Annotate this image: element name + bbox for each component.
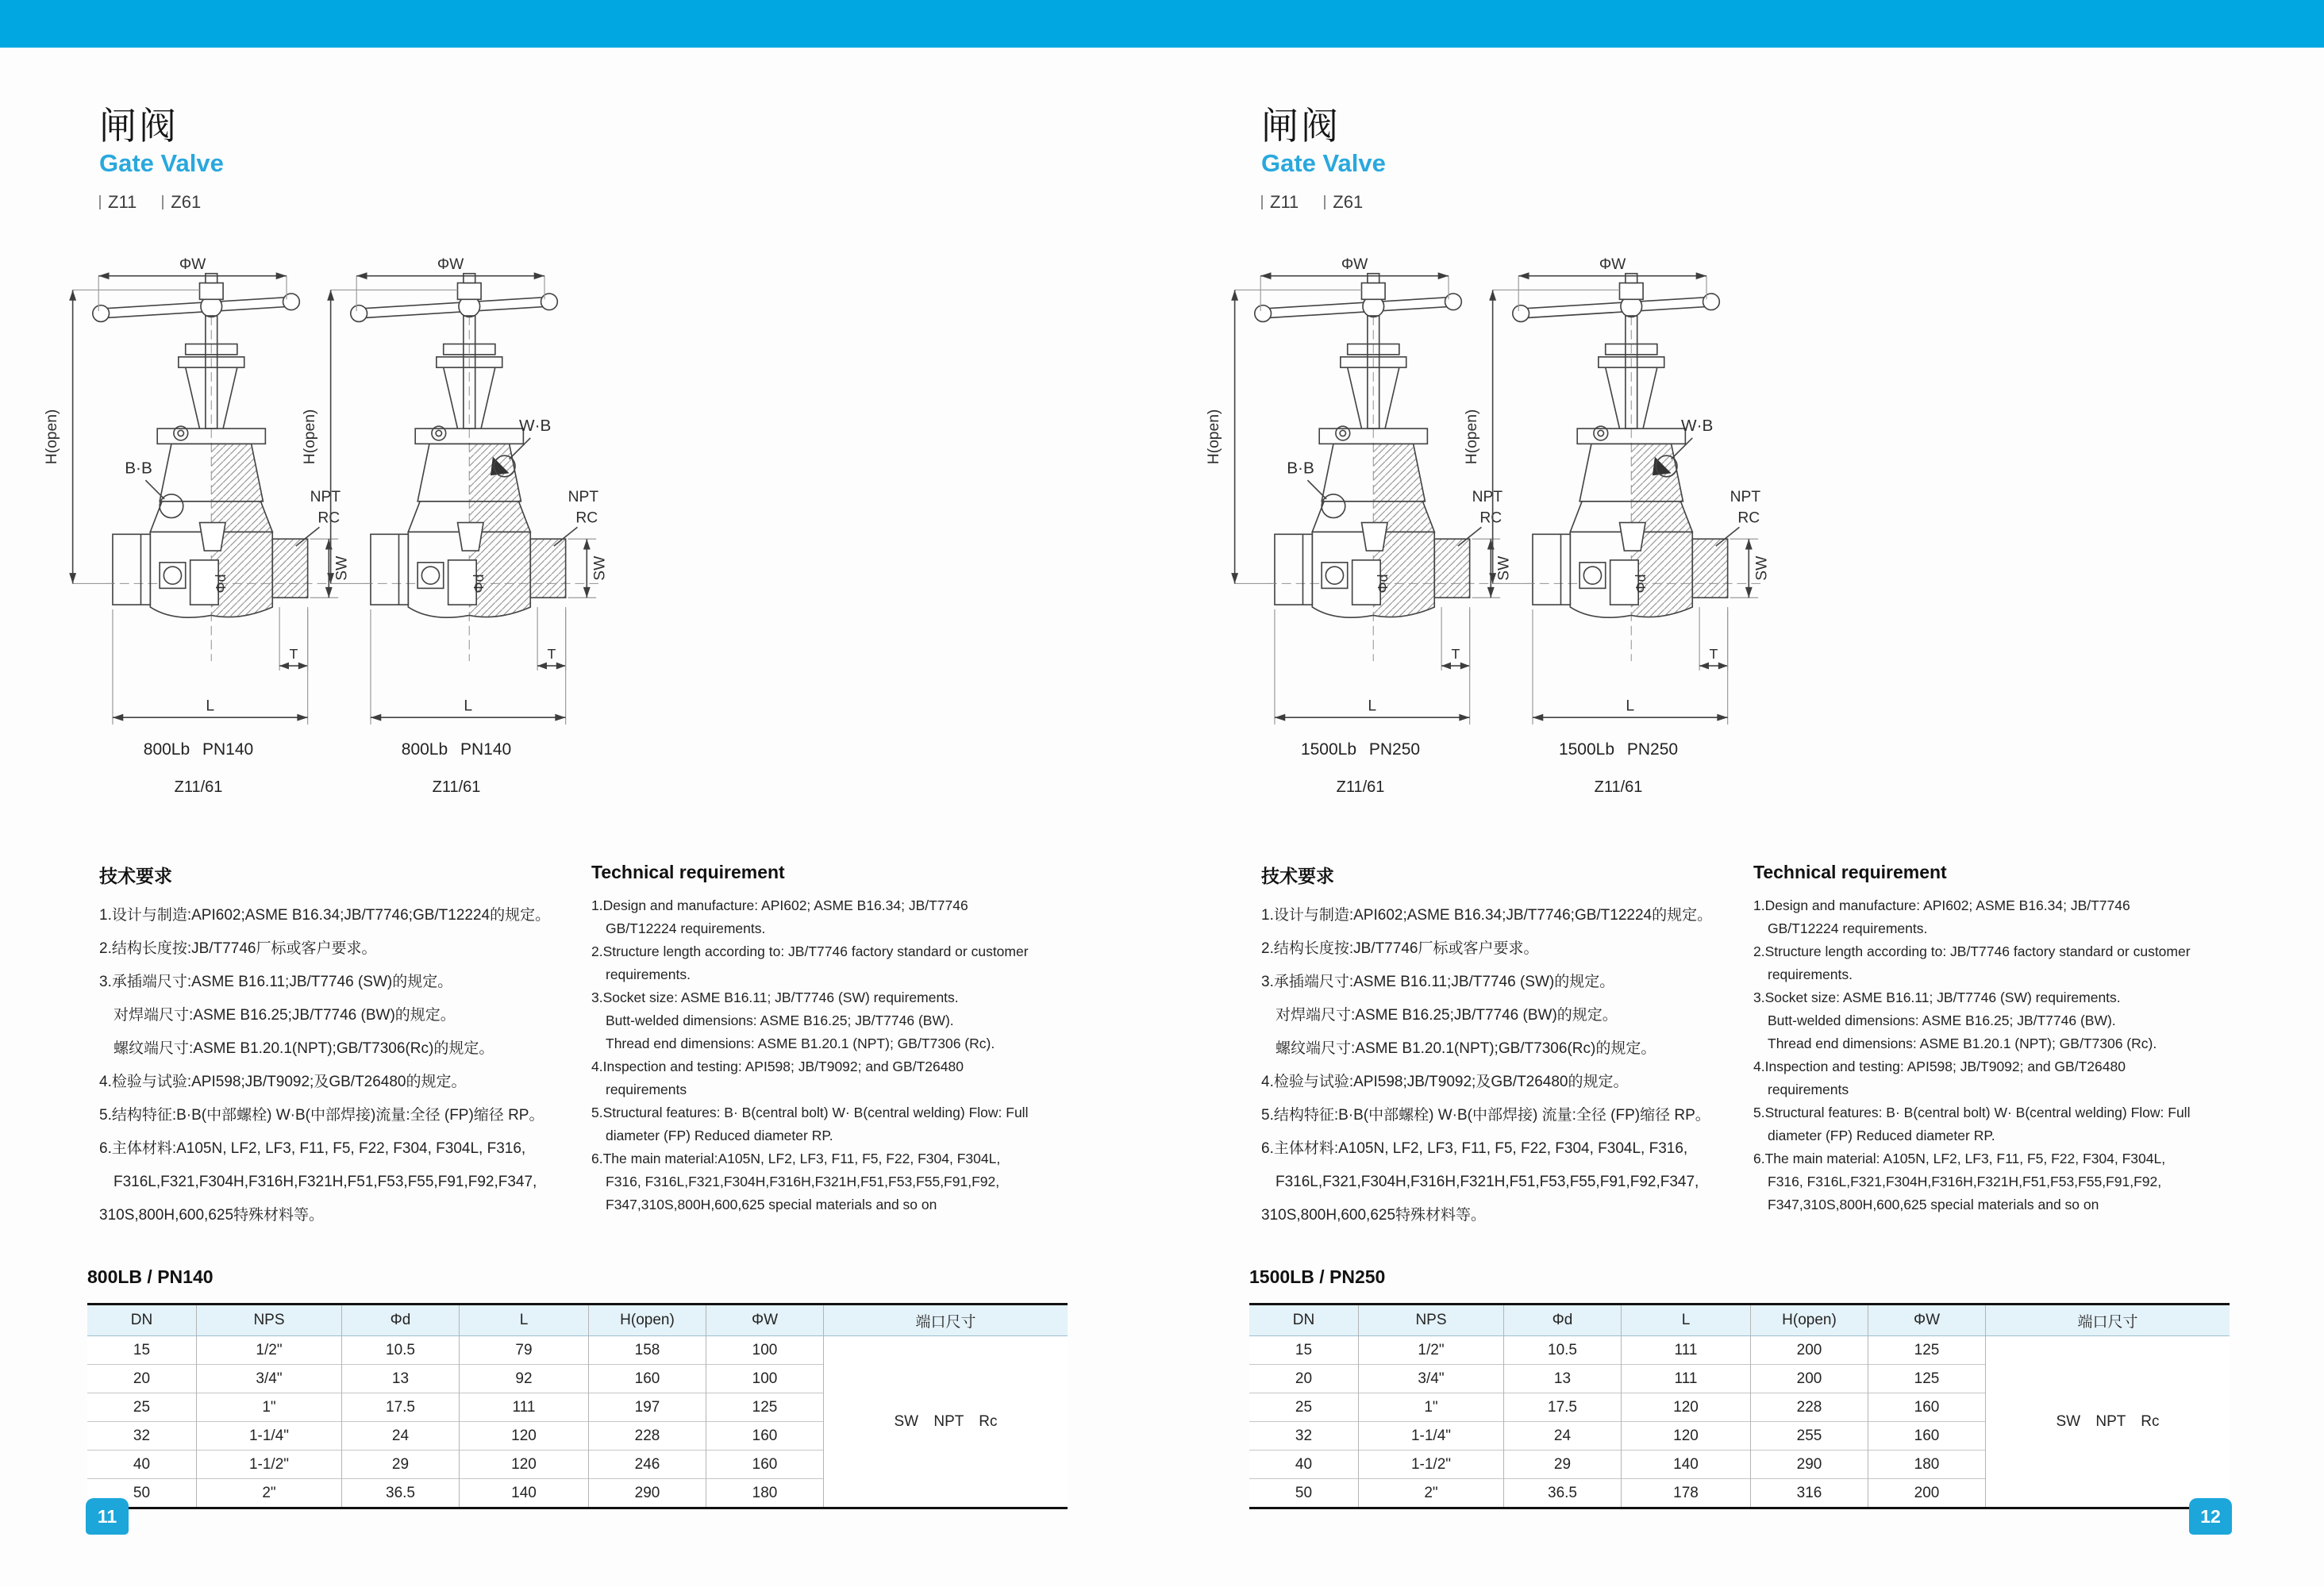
dimension-label: RC (317, 509, 341, 527)
table-cell: 29 (342, 1451, 460, 1479)
tech-line: 2.Structure length according to: JB/T7746 factory standard or customer (591, 943, 1029, 959)
table-cell: 3/4" (1359, 1365, 1504, 1393)
dimension-label: W·B (1681, 417, 1714, 436)
valve-section-drawing (298, 257, 615, 729)
table-cell: 246 (589, 1451, 706, 1479)
table-cell: 111 (1622, 1336, 1751, 1365)
tech-requirements-en (1753, 862, 2234, 1216)
table-cell: 180 (1868, 1451, 1986, 1479)
table-cell: 140 (460, 1479, 589, 1508)
table-cell: 290 (1751, 1451, 1868, 1479)
table-cell: 1-1/2" (197, 1451, 342, 1479)
tech-line: F316, F316L,F321,F304H,F316H,F321H,F51,F53,F55,F91,F92, (606, 1174, 1000, 1189)
tech-line: F316L,F321,F304H,F316H,F321H,F51,F53,F55,F91,F92,F347, (1276, 1174, 1699, 1190)
table-cell: 1-1/2" (1359, 1451, 1504, 1479)
tech-line: 对焊端尺寸:ASME B16.25;JB/T7746 (BW)的规定。 (1276, 1007, 1618, 1024)
table-cell: 158 (589, 1336, 706, 1365)
table-header-cell: Φd (342, 1305, 460, 1336)
tech-line: 3.Socket size: ASME B16.11; JB/T7746 (SW) requirements. (1753, 989, 2121, 1005)
table-cell: 1" (197, 1393, 342, 1422)
table-cell: 120 (460, 1422, 589, 1451)
tech-line: Thread end dimensions: ASME B1.20.1 (NPT); GB/T7306 (Rc). (1768, 1036, 2157, 1051)
table-cell: 1/2" (197, 1336, 342, 1365)
table-cell: 79 (460, 1336, 589, 1365)
table-cell: 316 (1751, 1479, 1868, 1508)
tech-line: 5.结构特征:B·B(中部螺栓) W·B(中部焊接)流量:全径 (FP)缩径 RP。 (99, 1107, 544, 1124)
tech-line: requirements. (1768, 966, 1853, 982)
table-cell: 160 (1868, 1393, 1986, 1422)
gate-valve-wb-diagram (1460, 257, 1777, 729)
table-cell: 120 (460, 1451, 589, 1479)
tech-line: diameter (FP) Reduced diameter RP. (606, 1128, 833, 1143)
tech-line: requirements. (606, 966, 691, 982)
table-header-cell: L (460, 1305, 589, 1336)
table-cell: 125 (706, 1393, 824, 1422)
dimension-label: ΦW (1599, 257, 1626, 273)
tech-line: 5.Structural features: B· B(central bolt) W· B(central welding) Flow: Full (1753, 1105, 2191, 1120)
table-cell: 15 (87, 1336, 197, 1365)
dimension-label: NPT (310, 488, 341, 505)
tech-line: 1.Design and manufacture: API602; ASME B16.34; JB/T7746 (591, 897, 968, 913)
dimension-label: SW (333, 555, 351, 581)
table-cell: 1-1/4" (1359, 1422, 1504, 1451)
dimension-label: B·B (1287, 459, 1314, 478)
table-cell: 160 (1868, 1422, 1986, 1451)
dimension-label: ΦW (1341, 257, 1368, 273)
drawing-pressure-caption: 1500Lb PN250 (1300, 740, 1421, 759)
table-cell: 36.5 (342, 1479, 460, 1508)
page-number-badge: 11 (86, 1498, 129, 1535)
model-separator (1324, 195, 1326, 209)
table-cell: 20 (87, 1365, 197, 1393)
model-code (99, 192, 137, 213)
table-cell: 32 (1249, 1422, 1359, 1451)
tech-line: 1.设计与制造:API602;ASME B16.34;JB/T7746;GB/T12224的规定。 (99, 907, 551, 924)
tech-line: 6.The main material: A105N, LF2, LF3, F11, F5, F22, F304, F304L, (1753, 1151, 2166, 1166)
tech-lines-zh (1261, 899, 1749, 1232)
tech-line: GB/T12224 requirements. (606, 920, 766, 936)
tech-lines-en (591, 894, 1072, 1216)
tech-requirements-zh (99, 862, 587, 1232)
dimension-label: NPT (568, 488, 599, 505)
port-size-cell: SW NPT Rc (1986, 1336, 2230, 1508)
model-code-label: Z11 (1270, 192, 1299, 212)
tech-line: 4.检验与试验:API598;JB/T9092;及GB/T26480的规定。 (99, 1074, 467, 1090)
table-header-cell: ΦW (706, 1305, 824, 1336)
dimension-label: T (1709, 646, 1718, 663)
model-code-label: Z11 (108, 192, 137, 212)
table-cell: 50 (1249, 1479, 1359, 1508)
top-accent-bar (0, 0, 2324, 48)
drawing-model-caption: Z11/61 (174, 778, 223, 796)
catalog-page (1162, 48, 2324, 1587)
tech-line: diameter (FP) Reduced diameter RP. (1768, 1128, 1995, 1143)
tech-line: requirements (606, 1082, 687, 1097)
dimension-label: Φd (1633, 574, 1649, 594)
tech-line: 6.主体材料:A105N, LF2, LF3, F11, F5, F22, F304, F304L, F316, (99, 1140, 526, 1157)
table-cell: 178 (1622, 1479, 1751, 1508)
tech-title-zh: 技术要求 (1261, 866, 1334, 886)
drawing-pressure-caption: 1500Lb PN250 (1558, 740, 1679, 759)
drawing-pressure-caption: 800Lb PN140 (401, 740, 512, 759)
tech-line: 对焊端尺寸:ASME B16.25;JB/T7746 (BW)的规定。 (114, 1007, 456, 1024)
tech-line: 3.承插端尺寸:ASME B16.11;JB/T7746 (SW)的规定。 (99, 974, 453, 990)
tech-line: 5.Structural features: B· B(central bolt) W· B(central welding) Flow: Full (591, 1105, 1029, 1120)
page-title-zh: 闸阀 (99, 105, 179, 147)
valve-drawing-welded-bonnet (1460, 257, 1777, 797)
table-cell: 40 (1249, 1451, 1359, 1479)
tech-line: 1.设计与制造:API602;ASME B16.34;JB/T7746;GB/T12224的规定。 (1261, 907, 1713, 924)
tech-line: 4.检验与试验:API598;JB/T9092;及GB/T26480的规定。 (1261, 1074, 1629, 1090)
drawing-pressure-caption: 800Lb PN140 (143, 740, 254, 759)
tech-line: 310S,800H,600,625特殊材料等。 (1261, 1207, 1487, 1224)
tech-line: GB/T12224 requirements. (1768, 920, 1928, 936)
tech-line: requirements (1768, 1082, 1849, 1097)
table-cell: 15 (1249, 1336, 1359, 1365)
table-cell: 125 (1868, 1336, 1986, 1365)
dimension-label: ΦW (179, 257, 206, 273)
tech-requirements-zh (1261, 862, 1749, 1232)
dimension-label: L (1626, 697, 1635, 715)
model-code (162, 192, 201, 213)
dimension-label: Φd (1375, 574, 1391, 594)
table-cell: 160 (706, 1422, 824, 1451)
table-cell: 25 (87, 1393, 197, 1422)
table-header-cell: Φd (1504, 1305, 1622, 1336)
tech-line: 螺纹端尺寸:ASME B1.20.1(NPT);GB/T7306(Rc)的规定。 (114, 1040, 494, 1057)
table-cell: 160 (706, 1451, 824, 1479)
table-cell: 1-1/4" (197, 1422, 342, 1451)
table-cell: 200 (1751, 1336, 1868, 1365)
tech-line: 3.Socket size: ASME B16.11; JB/T7746 (SW) requirements. (591, 989, 959, 1005)
table-cell: 100 (706, 1336, 824, 1365)
dimension-label: H(open) (1205, 409, 1222, 465)
dimension-label: L (464, 697, 473, 715)
tech-line: Thread end dimensions: ASME B1.20.1 (NPT); GB/T7306 (Rc). (606, 1036, 995, 1051)
table-cell: 36.5 (1504, 1479, 1622, 1508)
dimension-label: RC (575, 509, 598, 527)
table-cell: 1/2" (1359, 1336, 1504, 1365)
drawing-model-caption: Z11/61 (1336, 778, 1385, 796)
table-header-cell: 端口尺寸 (1986, 1305, 2230, 1336)
dimension-label: NPT (1730, 488, 1761, 505)
table-header-cell: ΦW (1868, 1305, 1986, 1336)
gate-valve-wb-diagram (298, 257, 615, 729)
table-cell: 120 (1622, 1422, 1751, 1451)
dimension-label: W·B (519, 417, 552, 436)
port-size-cell: SW NPT Rc (824, 1336, 1068, 1508)
table-header-cell: H(open) (589, 1305, 706, 1336)
table-cell: 111 (460, 1393, 589, 1422)
table-cell: 13 (342, 1365, 460, 1393)
tech-lines-en (1753, 894, 2234, 1216)
table-cell: 10.5 (1504, 1336, 1622, 1365)
dimension-label: RC (1737, 509, 1760, 527)
dimension-label: NPT (1472, 488, 1503, 505)
dimension-label: H(open) (1463, 409, 1480, 465)
dimension-label: Φd (471, 574, 487, 594)
table-cell: 197 (589, 1393, 706, 1422)
table-cell: 160 (589, 1365, 706, 1393)
table-cell: 180 (706, 1479, 824, 1508)
valve-drawing-welded-bonnet (298, 257, 615, 797)
catalog-page (0, 48, 1162, 1587)
page-title-zh: 闸阀 (1261, 105, 1341, 147)
dimension-label: H(open) (301, 409, 318, 465)
table-cell: 3/4" (197, 1365, 342, 1393)
table-cell: 32 (87, 1422, 197, 1451)
table-title: 800LB / PN140 (87, 1266, 214, 1287)
table-header-cell: L (1622, 1305, 1751, 1336)
table-cell: 120 (1622, 1393, 1751, 1422)
tech-line: 4.Inspection and testing: API598; JB/T9092; and GB/T26480 (1753, 1059, 2126, 1074)
table-cell: 40 (87, 1451, 197, 1479)
model-code-label: Z61 (1333, 192, 1364, 212)
model-codes (99, 192, 201, 213)
table-cell: 17.5 (342, 1393, 460, 1422)
tech-line: 2.结构长度按:JB/T7746厂标或客户要求。 (1261, 940, 1539, 957)
tech-title-en: Technical requirement (1753, 862, 1947, 882)
table-row (87, 1336, 1068, 1365)
tech-line: 2.Structure length according to: JB/T7746 factory standard or customer (1753, 943, 2191, 959)
dimension-label: SW (591, 555, 609, 581)
table-cell: 290 (589, 1479, 706, 1508)
table-cell: 200 (1868, 1479, 1986, 1508)
tech-lines-zh (99, 899, 587, 1232)
model-code-label: Z61 (171, 192, 202, 212)
table-title: 1500LB / PN250 (1249, 1266, 1386, 1287)
table-header-row (87, 1305, 1068, 1336)
table-cell: 200 (1751, 1365, 1868, 1393)
table-cell: 13 (1504, 1365, 1622, 1393)
dimension-label: ΦW (437, 257, 464, 273)
model-separator (1261, 195, 1263, 209)
table-cell: 2" (1359, 1479, 1504, 1508)
dimension-table (1249, 1303, 2230, 1509)
tech-line: F347,310S,800H,600,625 special materials and so on (1768, 1197, 2099, 1212)
table-cell: 24 (1504, 1422, 1622, 1451)
tech-line: F347,310S,800H,600,625 special materials and so on (606, 1197, 937, 1212)
dimension-label: T (289, 646, 298, 663)
table-cell: 2" (197, 1479, 342, 1508)
tech-line: F316, F316L,F321,F304H,F316H,F321H,F51,F53,F55,F91,F92, (1768, 1174, 2162, 1189)
table-header-cell: NPS (1359, 1305, 1504, 1336)
table-header-cell: DN (1249, 1305, 1359, 1336)
table-header-cell: 端口尺寸 (824, 1305, 1068, 1336)
dimension-label: B·B (125, 459, 152, 478)
table-row (1249, 1336, 2230, 1365)
dimension-label: SW (1753, 555, 1771, 581)
tech-line: 310S,800H,600,625特殊材料等。 (99, 1207, 325, 1224)
table-cell: 140 (1622, 1451, 1751, 1479)
tech-line: Butt-welded dimensions: ASME B16.25; JB/T7746 (BW). (606, 1013, 954, 1028)
table-cell: 1" (1359, 1393, 1504, 1422)
tech-line: 6.The main material:A105N, LF2, LF3, F11, F5, F22, F304, F304L, (591, 1151, 1001, 1166)
dimension-label: RC (1479, 509, 1503, 527)
valve-section-drawing (1460, 257, 1777, 729)
tech-title-en: Technical requirement (591, 862, 785, 882)
model-code (1324, 192, 1363, 213)
table-header-row (1249, 1305, 2230, 1336)
page-title-en: Gate Valve (1261, 149, 1386, 177)
dimension-label: Φd (213, 574, 229, 594)
tech-line: 3.承插端尺寸:ASME B16.11;JB/T7746 (SW)的规定。 (1261, 974, 1615, 990)
drawing-model-caption: Z11/61 (432, 778, 481, 796)
dimension-label: SW (1495, 555, 1513, 581)
table-header-cell: DN (87, 1305, 197, 1336)
drawing-model-caption: Z11/61 (1594, 778, 1643, 796)
model-separator (162, 195, 164, 209)
model-code (1261, 192, 1299, 213)
table-cell: 50 (87, 1479, 197, 1508)
tech-line: 2.结构长度按:JB/T7746厂标或客户要求。 (99, 940, 377, 957)
table-cell: 29 (1504, 1451, 1622, 1479)
dimension-label: T (1451, 646, 1460, 663)
tech-line: 6.主体材料:A105N, LF2, LF3, F11, F5, F22, F304, F304L, F316, (1261, 1140, 1688, 1157)
table-cell: 25 (1249, 1393, 1359, 1422)
dimension-label: L (206, 697, 215, 715)
table-cell: 125 (1868, 1365, 1986, 1393)
table-header-cell: NPS (197, 1305, 342, 1336)
table-header-cell: H(open) (1751, 1305, 1868, 1336)
table-cell: 228 (1751, 1393, 1868, 1422)
table-cell: 24 (342, 1422, 460, 1451)
tech-title-zh: 技术要求 (99, 866, 172, 886)
tech-line: F316L,F321,F304H,F316H,F321H,F51,F53,F55,F91,F92,F347, (114, 1174, 537, 1190)
dimension-label: H(open) (43, 409, 60, 465)
model-codes (1261, 192, 1363, 213)
tech-line: 5.结构特征:B·B(中部螺栓) W·B(中部焊接) 流量:全径 (FP)缩径 RP。 (1261, 1107, 1710, 1124)
table-cell: 255 (1751, 1422, 1868, 1451)
tech-line: Butt-welded dimensions: ASME B16.25; JB/T7746 (BW). (1768, 1013, 2116, 1028)
model-separator (99, 195, 101, 209)
tech-line: 4.Inspection and testing: API598; JB/T9092; and GB/T26480 (591, 1059, 964, 1074)
table-cell: 17.5 (1504, 1393, 1622, 1422)
table-cell: 20 (1249, 1365, 1359, 1393)
table-cell: 92 (460, 1365, 589, 1393)
table-cell: 228 (589, 1422, 706, 1451)
dimension-label: T (547, 646, 556, 663)
tech-requirements-en (591, 862, 1072, 1216)
table-cell: 10.5 (342, 1336, 460, 1365)
tech-line: 螺纹端尺寸:ASME B1.20.1(NPT);GB/T7306(Rc)的规定。 (1276, 1040, 1656, 1057)
tech-line: 1.Design and manufacture: API602; ASME B16.34; JB/T7746 (1753, 897, 2130, 913)
table-cell: 100 (706, 1365, 824, 1393)
table-cell: 111 (1622, 1365, 1751, 1393)
dimension-label: L (1368, 697, 1377, 715)
dimension-table (87, 1303, 1068, 1509)
page-title-en: Gate Valve (99, 149, 224, 177)
page-number-badge: 12 (2189, 1498, 2232, 1535)
